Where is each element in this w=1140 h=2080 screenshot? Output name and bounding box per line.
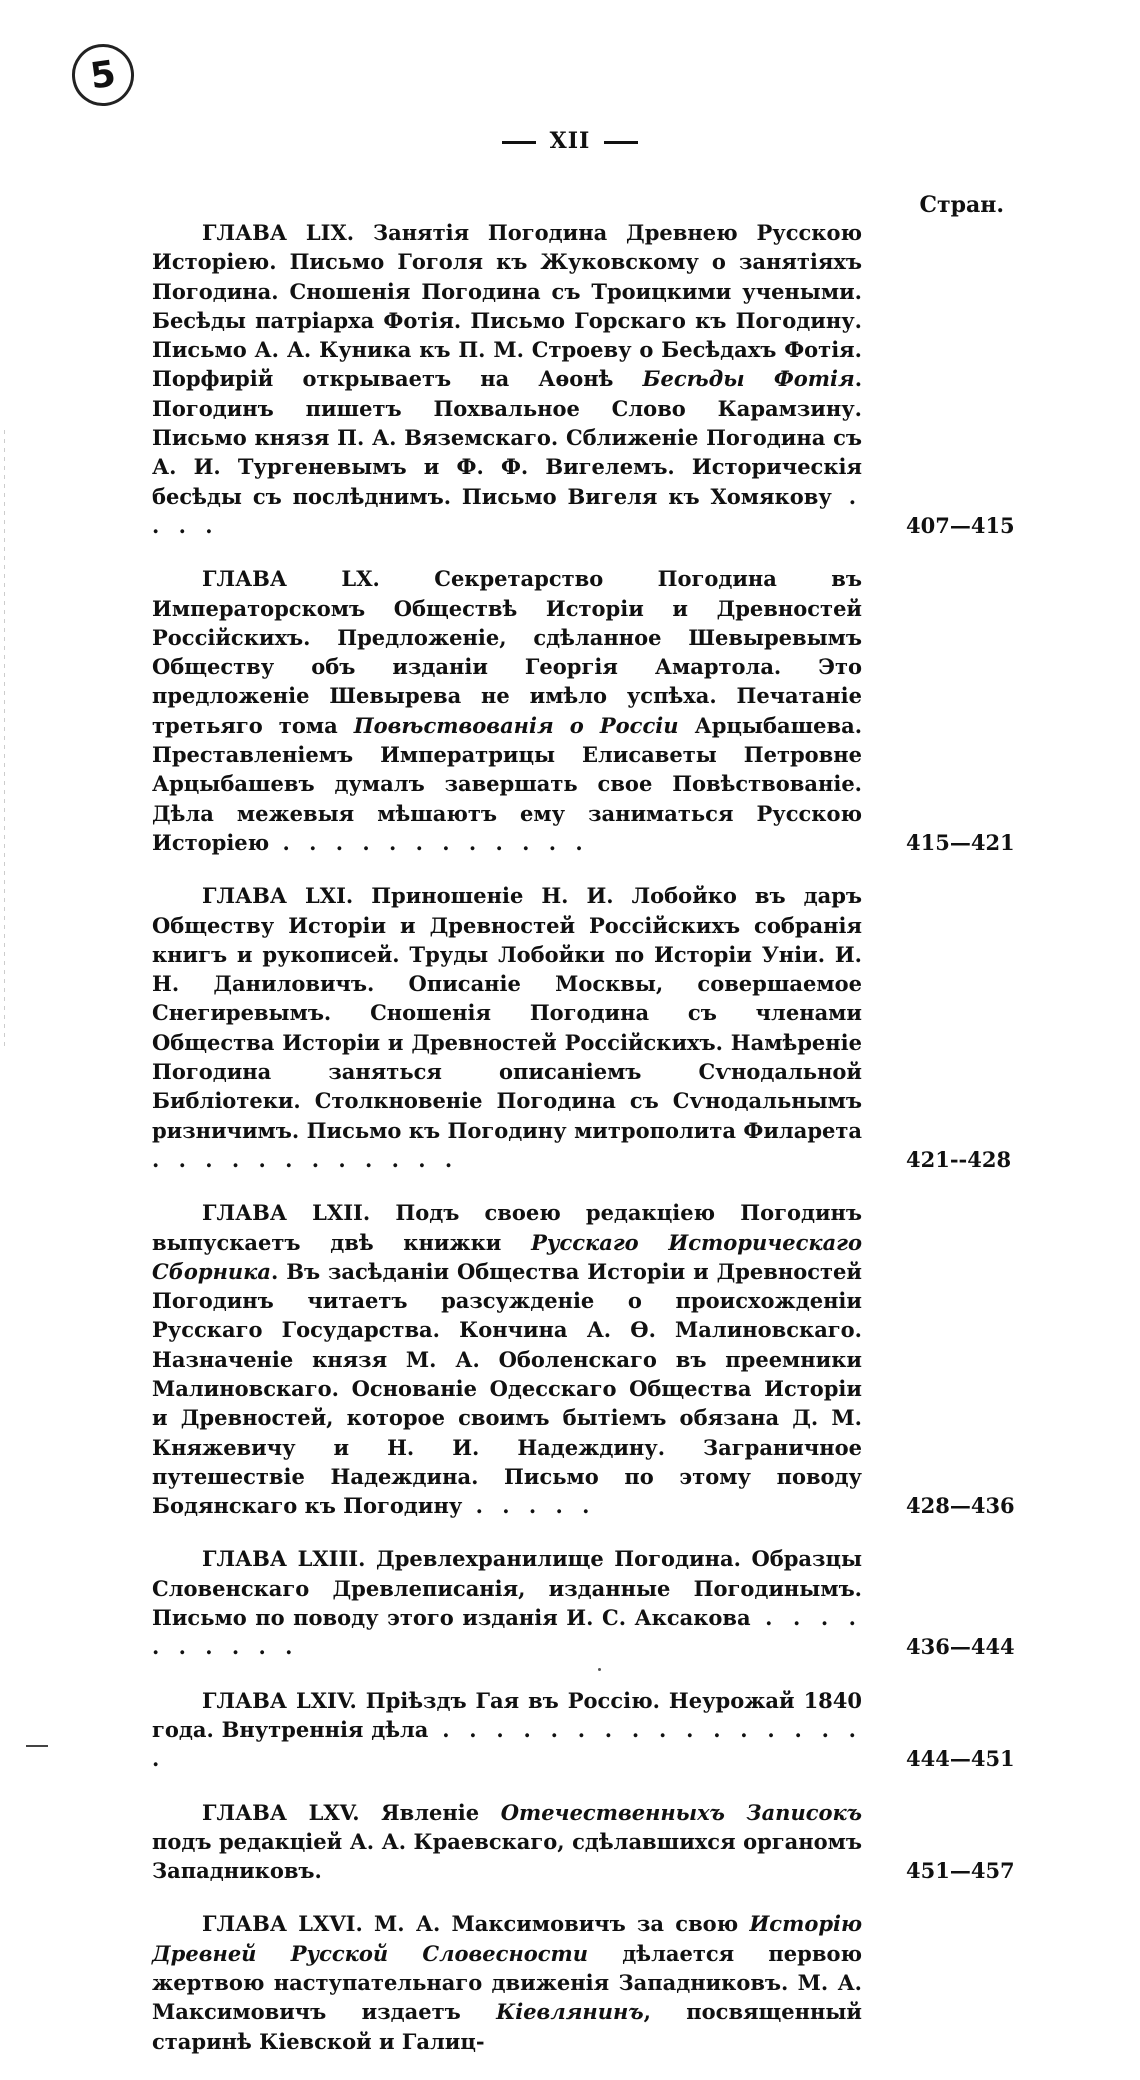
chapter-text: дѣлается первою жертвою наступательнаго движенія Западниковъ. М. А. Максимовичъ издаетъ <box>152 1940 862 2025</box>
chapter-description <box>152 1544 862 1661</box>
page-range: 407—415 <box>906 512 1015 538</box>
dot-leader: . . . . . . . . . . . . <box>152 1146 459 1172</box>
chapter-description <box>152 564 862 857</box>
page-header <box>0 128 1140 154</box>
chapter-text: , посвященный старинѣ Кіевской и Галиц- <box>152 1999 863 2054</box>
chapter-description <box>152 1198 862 1520</box>
chapter-text: Подъ своею редакціею Погодинъ выпускаетъ двѣ книжки <box>152 1200 863 1255</box>
dot-leader: . . . . . . . . . . <box>152 1605 862 1660</box>
chapter-text: Явленіе <box>381 1799 501 1825</box>
toc-entry-row <box>152 1198 1015 1520</box>
page-range: 415—421 <box>906 829 1015 855</box>
italic-title: Бесѣды Фотія <box>642 366 855 392</box>
chapter-text: Приношеніе Н. И. Лобойко въ даръ Обществу Исторіи и Древностей Россійскихъ собранія книгъ и рукописей. Труды Лобойки по Исторіи Уніи. И. Н. Даниловичъ. Описаніе Москвы, совершаемое Снегиревымъ. Сношенія Погодина съ членами Общества Исторіи и Древностей Россійскихъ. Намѣреніе Погодина заняться описаніемъ Сѵнодальной Библіотеки. Столкновеніе Погодина съ Сѵнодальнымъ ризничимъ. Письмо къ Погодину митрополита Филарета <box>152 883 863 1143</box>
header-dash-right <box>604 141 638 144</box>
scan-speck <box>598 1668 601 1671</box>
chapter-description <box>152 1686 862 1774</box>
toc-entry <box>152 881 1012 1174</box>
toc-entry <box>152 1198 1015 1520</box>
italic-title: Кіевлянинъ <box>496 1999 644 2025</box>
toc-entry-row <box>152 881 1012 1174</box>
chapter-description <box>152 218 862 540</box>
chapter-label: ГЛАВА LXII. <box>202 1200 371 1226</box>
dot-leader: . . . . . . . . . . . . . . . . . <box>152 1716 862 1772</box>
pages-column-header: Стран. <box>919 192 1004 218</box>
chapter-label: ГЛАВА LXIII. <box>202 1546 366 1572</box>
dot-leader: . . . . . . . . . . . . <box>269 829 589 855</box>
italic-title: Русскаго Историческаго Сборника <box>152 1229 863 1284</box>
chapter-label: ГЛАВА LXVI. <box>202 1911 363 1937</box>
page-number: XII <box>549 128 591 154</box>
chapter-text: М. А. Максимовичъ за свою <box>374 1911 750 1937</box>
toc-entry <box>152 1686 1015 1774</box>
chapter-label: ГЛАВА LX. <box>202 566 380 592</box>
page-range: 436—444 <box>906 1634 1015 1660</box>
chapter-text: Занятія Погодина Древнею Русскою Исторіею. Письмо Гоголя къ Жуковскому о занятіяхъ Погодина. Сношенія Погодина съ Троицкими учеными. Бесѣды патріарха Фотія. Письмо Горскаго къ Погодину. Письмо А. А. Куника къ П. М. Строеву о Бесѣдахъ Фотія. Порфирій открываетъ на Аѳонѣ <box>152 220 862 392</box>
toc-entry <box>152 1909 1012 2055</box>
page-range: 451—457 <box>906 1858 1015 1884</box>
italic-title: Повѣствованія о Россіи <box>353 712 679 738</box>
page-range: 444—451 <box>906 1746 1015 1772</box>
chapter-text: Арцыбашева. Преставленіемъ Императрицы Елисаветы Петровне Арцыбашевъ думалъ завершать свое Повѣствованіе. Дѣла межевыя мѣшаютъ ему заниматься Русскою Исторіею <box>152 712 863 855</box>
chapter-text: . Погодинъ пишетъ Похвальное Слово Карамзину. Письмо князя П. А. Вяземскаго. Сближеніе Погодина съ А. И. Тургеневымъ и Ф. Ф. Вигелемъ. Историческія бесѣды съ послѣднимъ. Письмо Вигеля къ Хомякову <box>152 366 862 509</box>
chapter-label: ГЛАВА LIX. <box>202 220 355 245</box>
chapter-text: Древлехранилище Погодина. Образцы Словенскаго Древлеписанія, изданные Погодинымъ. Письмо по поводу этого изданія И. С. Аксакова <box>152 1546 863 1631</box>
chapter-text: подъ редакціей А. А. Краевскаго, сдѣлавшихся органомъ Западниковъ. <box>152 1828 862 1884</box>
chapter-label: ГЛАВА LXV. <box>202 1799 360 1825</box>
chapter-text: Секретарство Погодина въ Императорскомъ Обществѣ Исторіи и Древностей Россійскихъ. Предложеніе, сдѣланное Шевыревымъ Обществу объ изданіи Георгія Амартола. Это предложеніе Шевырева не имѣло успѣха. Печатаніе третьяго тома <box>152 566 862 738</box>
italic-title: Отечественныхъ Записокъ <box>500 1799 862 1825</box>
toc-entry-row <box>152 1544 1015 1661</box>
header-dash-left <box>502 141 536 144</box>
scan-margin-mark <box>26 1745 48 1747</box>
chapter-description <box>152 881 862 1174</box>
chapter-text: Пріѣздъ Гая въ Россію. Неурожай 1840 года. Внутреннія дѣла <box>152 1687 863 1742</box>
chapter-label: ГЛАВА LXI. <box>202 883 354 909</box>
toc-entry-row <box>152 564 1015 857</box>
scan-edge-artifact <box>4 430 5 1050</box>
toc-entry <box>152 564 1015 857</box>
page-range: 428—436 <box>906 1493 1015 1519</box>
chapter-description <box>152 1909 862 2055</box>
dot-leader: . . . . . <box>462 1493 596 1519</box>
handwritten-page-number-mark: 5 <box>68 40 138 110</box>
chapter-text: . Въ засѣданіи Общества Исторіи и Древностей Погодинъ читаетъ разсужденіе о происхожденіи Русскаго Государства. Кончина А. Ѳ. Малиновскаго. Назначеніе князя М. А. Оболенскаго въ преемники Малиновскаго. Основаніе Одесскаго Общества Исторіи и Древностей, которое своимъ бытіемъ обязана Д. М. Княжевичу и Н. И. Надеждину. Заграничное путешествіе Надеждина. Письмо по этому поводу Бодянскаго къ Погодину <box>152 1258 862 1519</box>
italic-title: Исторію Древней Русской Словесности <box>152 1911 863 1966</box>
table-of-contents <box>152 218 1015 2080</box>
toc-entry <box>152 218 1015 540</box>
toc-entry-row <box>152 218 1015 540</box>
page-range: 421--428 <box>906 1146 1012 1172</box>
toc-entry <box>152 1544 1015 1661</box>
toc-entry-row <box>152 1686 1015 1774</box>
dot-leader: . . . . <box>152 483 863 538</box>
toc-entry-row <box>152 1909 1012 2055</box>
chapter-label: ГЛАВА LXIV. <box>202 1687 357 1713</box>
